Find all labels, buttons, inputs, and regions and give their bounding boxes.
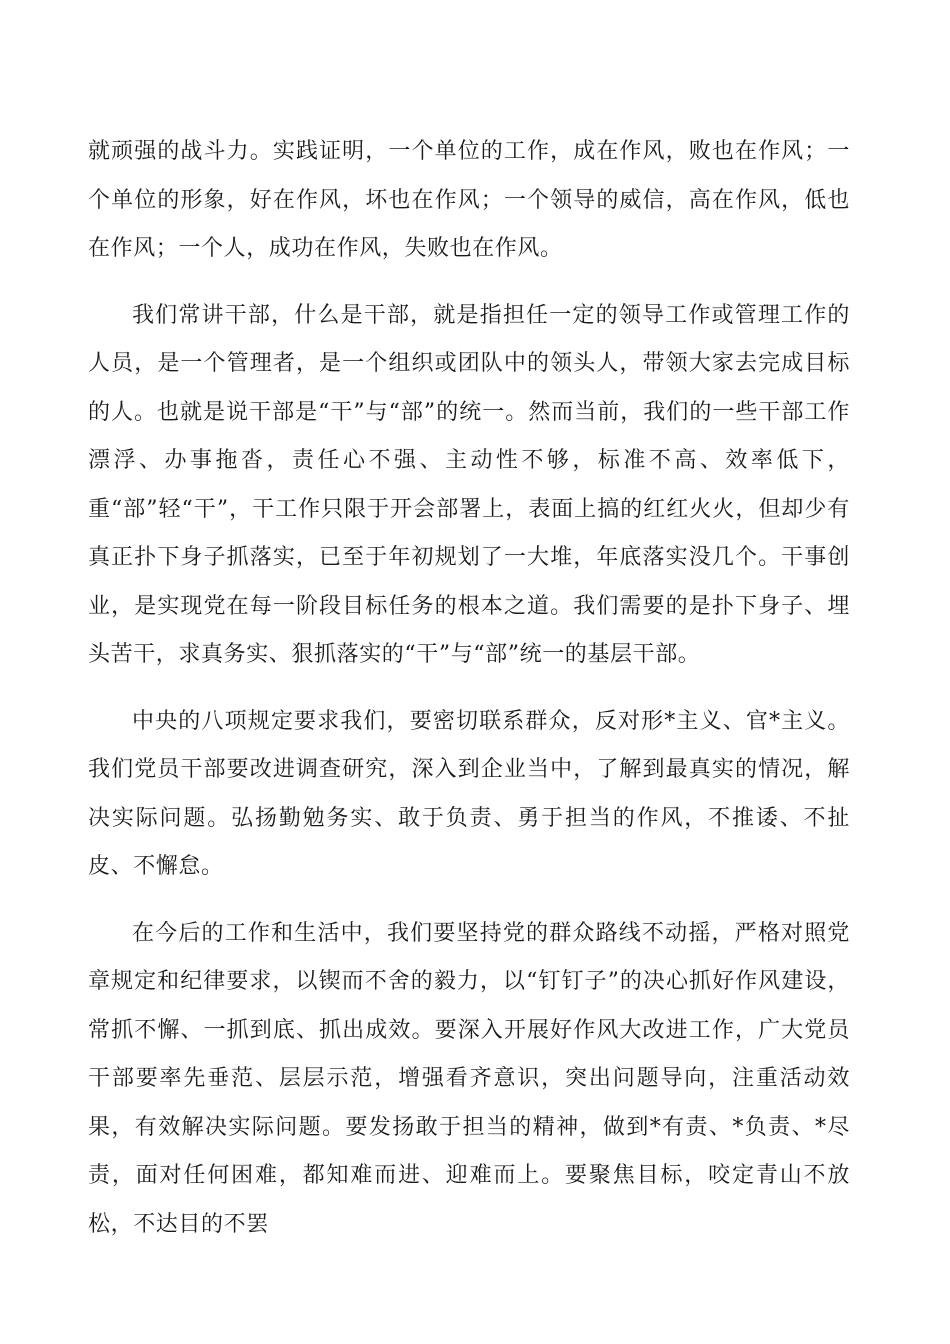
paragraph-continued: 就顽强的战斗力。实践证明，一个单位的工作，成在作风，败也在作风；一个单位的形象，好在作风，坏也在作风；一个领导的威信，高在作风，低也在作风；一个人，成功在作风，失败也在作风。 [88, 139, 850, 261]
paragraph-future-work: 在今后的工作和生活中，我们要坚持党的群众路线不动摇，严格对照党章规定和纪律要求，以锲而不舍的毅力，以“钉钉子”的决心抓好作风建设，常抓不懈、一抓到底、抓出成效。要深入开展好作风大改进工作，广大党员干部要率先垂范、层层示范，增强看齐意识，突出问题导向，注重活动效果，有效解决实际问题。要发扬敢于担当的精神，做到*有责、*负责、*尽责，面对任何困难，都知难而进、迎难而上。要聚焦目标，咬定青山不放松，不达目的不罢 [88, 920, 850, 1237]
document-body [88, 128, 850, 1267]
paragraph-cadre-definition: 我们常讲干部，什么是干部，就是指担任一定的领导工作或管理工作的人员，是一个管理者，是一个组织或团队中的领头人，带领大家去完成目标的人。也就是说干部是“干”与“部”的统一。然而当前，我们的一些干部工作漂浮、办事拖沓，责任心不强、主动性不够，标准不高、效率低下，重“部”轻“干”，干工作只限于开会部署上，表面上搞的红红火火，但却少有真正扑下身子抓落实，已至于年初规划了一大堆，年底落实没几个。干事创业，是实现党在每一阶段目标任务的根本之道。我们需要的是扑下身子、埋头苦干，求真务实、狠抓落实的“干”与“部”统一的基层干部。 [88, 302, 850, 667]
paragraph-eight-regulations: 中央的八项规定要求我们，要密切联系群众，反对形*主义、官*主义。我们党员干部要改进调查研究，深入到企业当中，了解到最真实的情况，解决实际问题。弘扬勤勉务实、敢于负责、勇于担当的作风，不推诿、不扯皮、不懈怠。 [88, 708, 850, 879]
